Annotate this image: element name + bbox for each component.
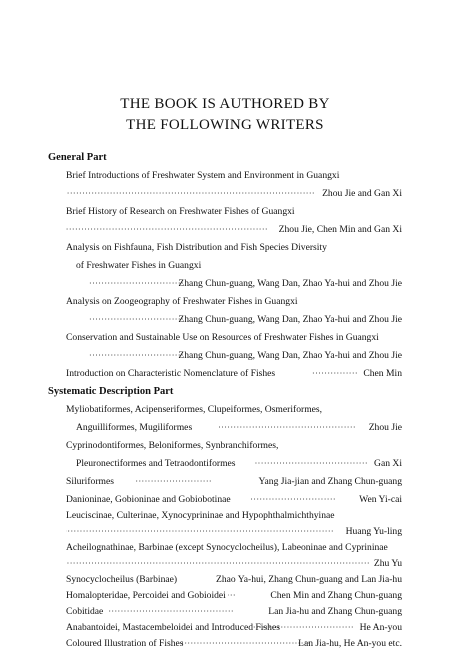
leader-dots [88,312,184,328]
entry-author: Zhu Yu [373,558,402,569]
entry-title-text: Anguilliformes, Mugiliformes [76,422,193,433]
section-heading-systematic [0,384,450,400]
entry-title-text: Acheilognathinae, Barbinae (except Synocyclocheilus), Labeoninae and Cyprininae [66,542,388,553]
entry-line [0,572,450,588]
entry-author: Zhao Ya-hui, Zhang Chun-guang and Lan Jia-hu [216,574,402,585]
leader-dots [66,222,268,238]
entry-title-text: Cyprinodontiformes, Beloniformes, Synbranchiformes, [66,440,279,451]
entry-title [0,204,450,220]
leader-dots [66,186,315,202]
entry-author: Zhang Chun-guang, Wang Dan, Zhao Ya-hui and Zhou Jie [178,278,402,289]
entry-author-line [0,276,450,292]
entry-title-text: Cobitidae [66,606,104,617]
page-title-line-1: THE BOOK IS AUTHORED BY [120,96,330,112]
entry-title-text: Danioninae, Gobioninae and Gobiobotinae [66,494,231,505]
entry-author: Chen Min and Zhang Chun-guang [270,590,402,601]
entry-title-text: Leuciscinae, Culterinae, Xynocyprininae and Hypophthalmichthyinae [66,510,335,521]
entry-author: He An-you [359,622,402,633]
entry-line [0,366,450,382]
entry-author: Zhang Chun-guang, Wang Dan, Zhao Ya-hui and Zhou Jie [178,314,402,325]
entry-line [0,620,450,636]
entry-title-text: Analysis on Zoogeography of Freshwater Fishes in Guangxi [66,296,298,307]
entry-title-text: Introduction on Characteristic Nomenclature of Fishes [66,368,276,379]
entry-title-text: Pleuronectiformes and Tetraodontiformes [76,458,236,469]
leader-dots [218,420,356,436]
leader-dots [66,556,370,572]
entry-title-continuation [0,258,450,274]
entry-title-text: Conservation and Sustainable Use on Resources of Freshwater Fishes in Guangxi [66,332,379,343]
leader-dots [254,456,368,472]
entry-author: Yang Jia-jian and Zhang Chun-guang [258,476,402,487]
entry-title-text: Myliobatiformes, Acipenseriformes, Clupeiformes, Osmeriformes, [66,404,323,415]
leader-dots [136,474,212,490]
entry-author-line [0,348,450,364]
entry-title [0,402,450,418]
entry-title-text: Brief History of Research on Freshwater Fishes of Guangxi [66,206,295,217]
leader-dots [88,276,184,292]
entry-line [0,456,450,472]
entry-author: Gan Xi [374,458,402,469]
entry-author-line [0,556,450,572]
entry-author: Zhou Jie, Chen Min and Gan Xi [278,224,402,235]
entry-author: Lan Jia-hu, He An-you etc. [298,638,402,649]
section-heading-general [0,150,450,166]
entry-line [0,588,450,604]
leader-dots [88,348,184,364]
entry-author-line [0,524,450,540]
entry-author: Chen Min [363,368,402,379]
entry-title-text: Analysis on Fishfauna, Fish Distribution and Fish Species Diversity [66,242,327,253]
entry-title-text: Homalopteridae, Percoidei and Gobioidei [66,590,226,601]
entry-author: Wen Yi-cai [359,494,402,505]
entry-line [0,420,450,436]
section-heading-label: Systematic Description Part [48,386,174,397]
leader-dots [228,588,236,604]
entry-author: Huang Yu-ling [345,526,402,537]
entry-title-text: Siluriformes [66,476,114,487]
entry-author: Lan Jia-hu and Zhang Chun-guang [268,606,402,617]
entry-line [0,492,450,508]
section-heading-label: General Part [48,152,107,163]
entry-author: Zhou Jie [368,422,402,433]
entry-title [0,240,450,256]
entry-author-line [0,186,450,202]
entry-title-text: Anabantoidei, Mastacembeloidei and Introduced Fishes [66,622,280,633]
leader-dots [180,636,310,652]
page-title-line-2: THE FOLLOWING WRITERS [126,117,324,133]
entry-title [0,168,450,184]
entry-title-text: Brief Introductions of Freshwater System and Environment in Guangxi [66,170,340,181]
leader-dots [108,604,234,620]
entry-title-text: Coloured Illustration of Fishes [66,638,184,649]
entry-title-text: Synocyclocheilus (Barbinae) [66,574,178,585]
leader-dots [312,366,358,382]
entry-line [0,636,450,652]
entry-title [0,508,450,524]
entry-author: Zhang Chun-guang, Wang Dan, Zhao Ya-hui and Zhou Jie [178,350,402,361]
leader-dots [66,524,334,540]
entry-title [0,330,450,346]
entry-title [0,438,450,454]
entry-line [0,604,450,620]
leader-dots [250,492,336,508]
entry-author-line [0,312,450,328]
entry-title-text: of Freshwater Fishes in Guangxi [76,260,202,271]
entry-author: Zhou Jie and Gan Xi [322,188,402,199]
entry-title [0,294,450,310]
entry-author-line [0,222,450,238]
entry-title [0,540,450,556]
entry-line [0,474,450,490]
leader-dots [252,620,354,636]
